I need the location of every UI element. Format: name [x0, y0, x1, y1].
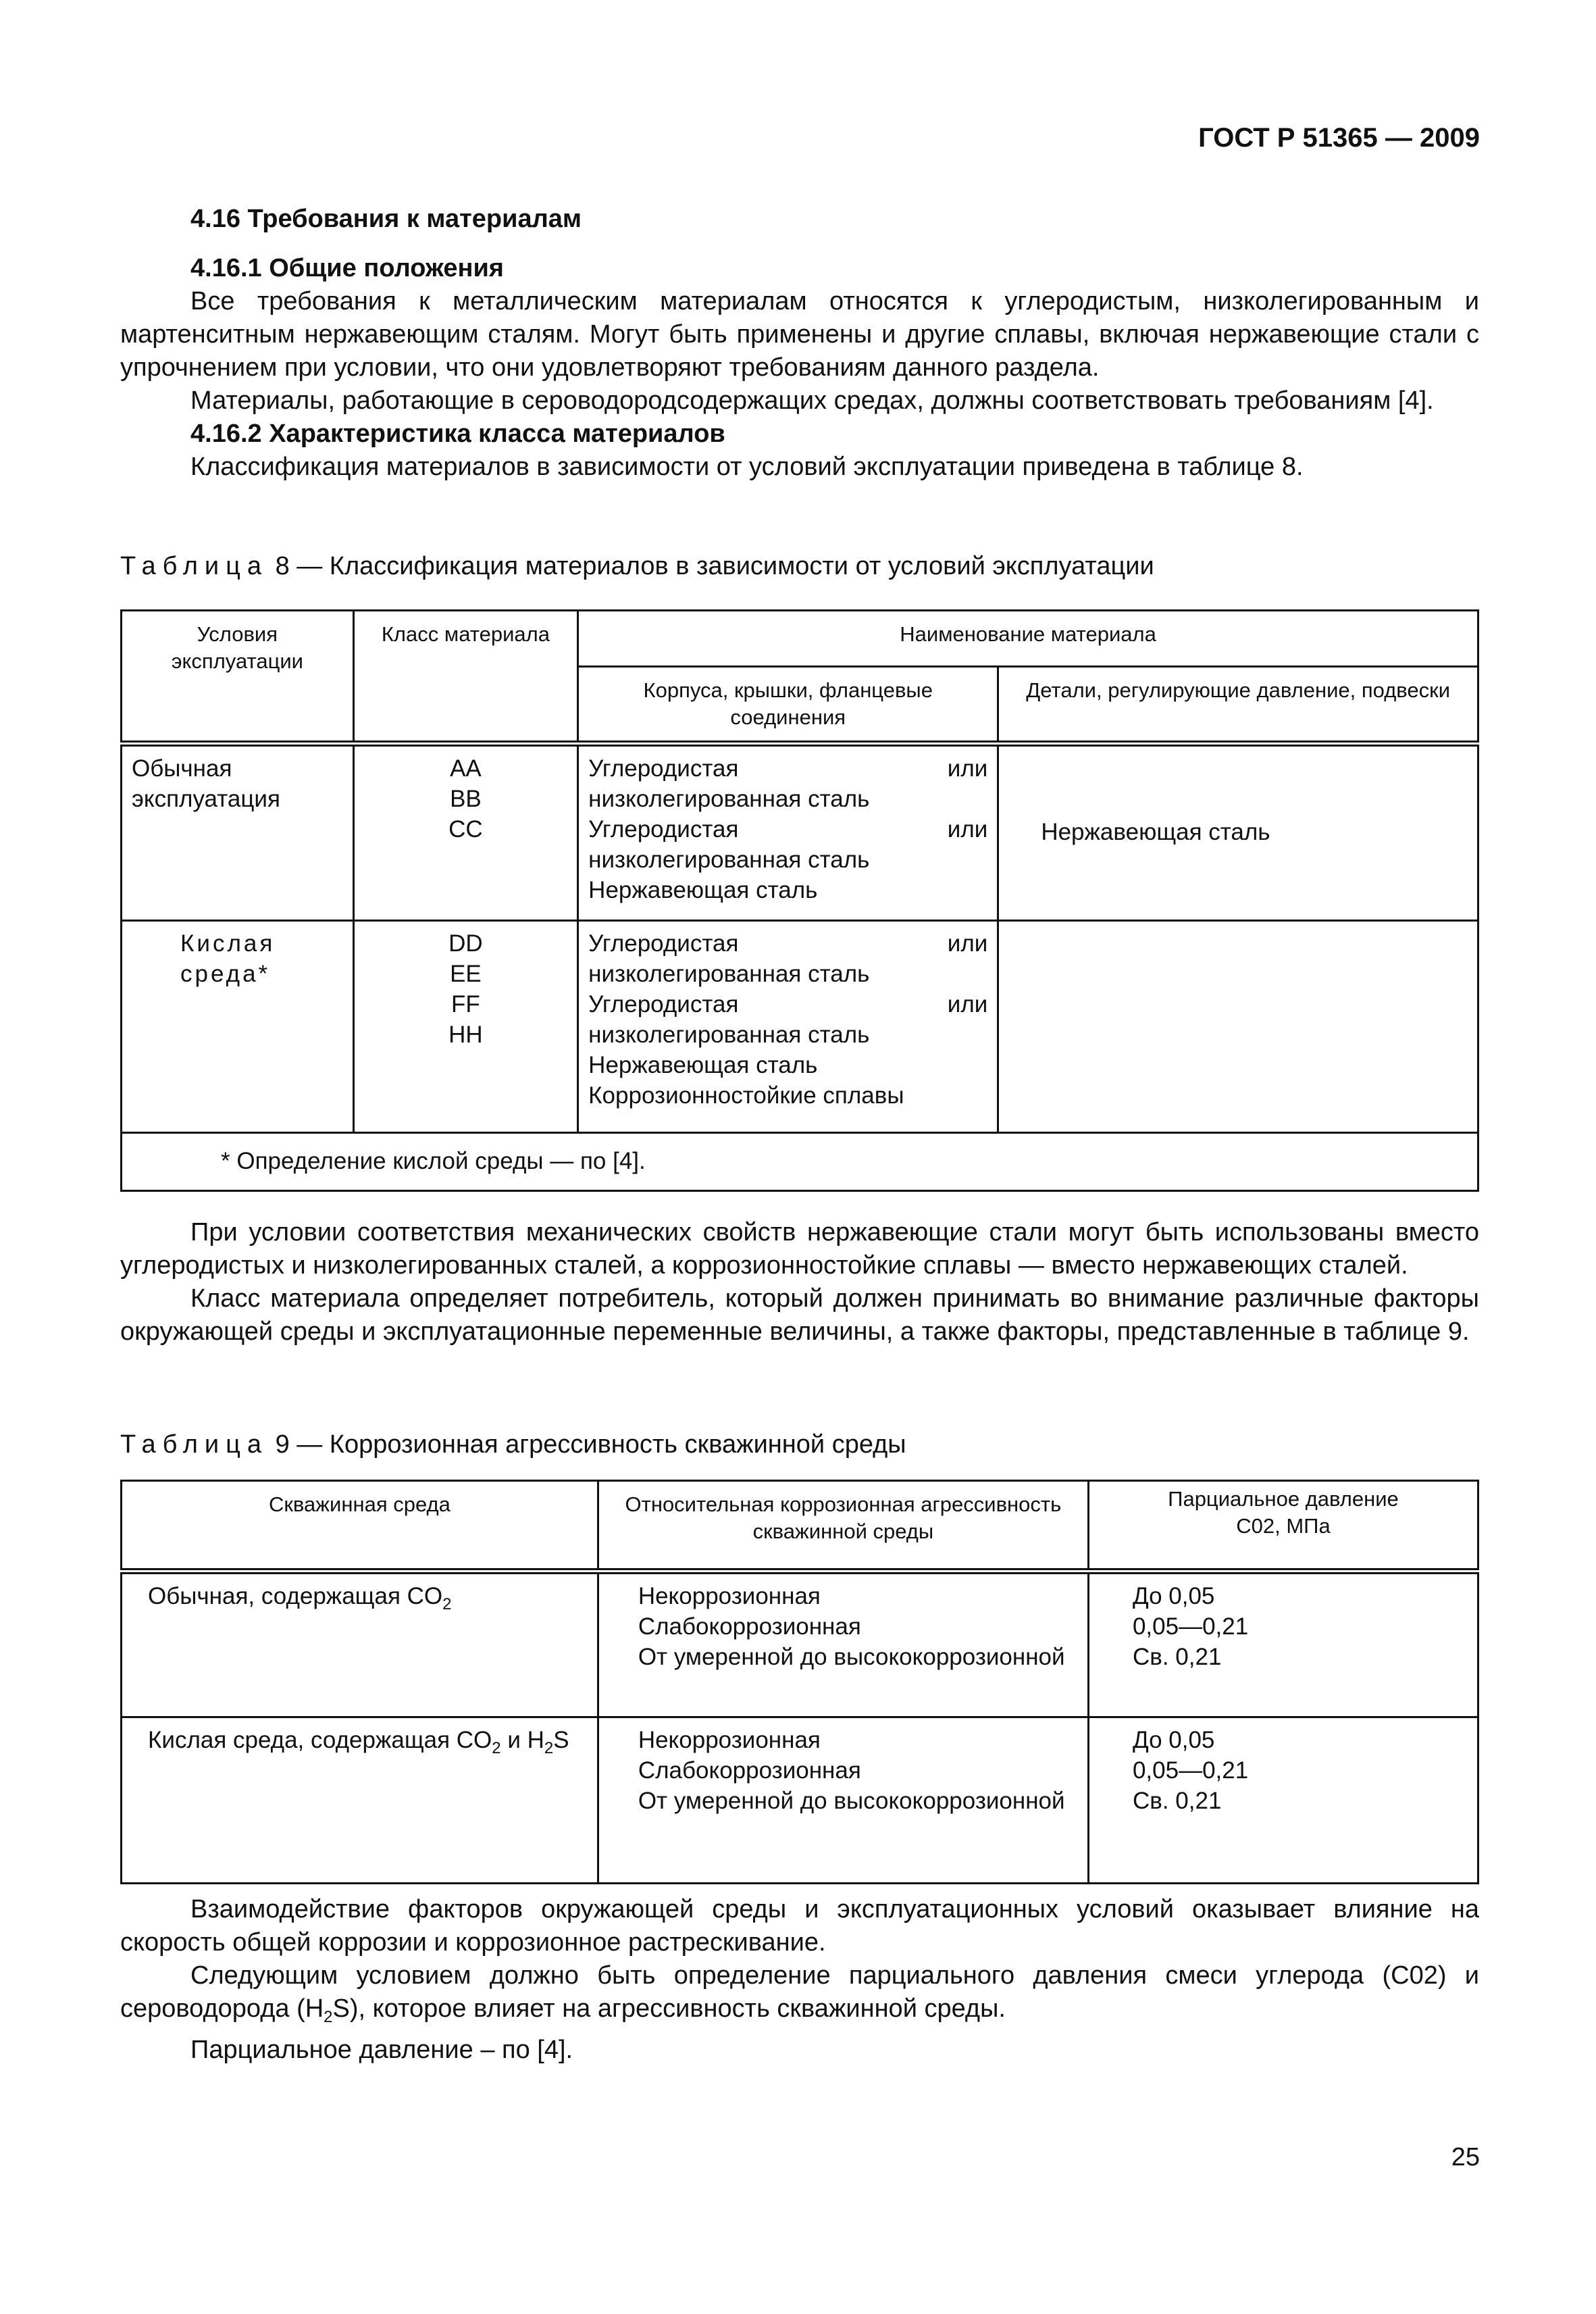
environment-text: и H: [500, 1727, 544, 1753]
table-8: [120, 609, 1479, 1192]
material-name: Коррозионностойкие сплавы: [588, 1082, 904, 1109]
environment-text: S: [553, 1727, 569, 1753]
class-code: DD: [448, 930, 483, 957]
t9-pressure-acid: [1088, 1717, 1478, 1884]
aggressiveness-level: Слабокоррозионная: [638, 1613, 861, 1640]
heading-4-16-1: 4.16.1 Общие положения: [190, 254, 504, 282]
middle-paragraphs: [120, 1216, 1479, 1349]
class-code: FF: [451, 991, 480, 1017]
table-row: [122, 744, 1478, 921]
t9-levels-acid: [598, 1717, 1088, 1884]
class-code: HH: [448, 1022, 483, 1048]
table-8-caption-word: Таблица: [120, 552, 268, 580]
paragraph-classification-intro: Классификация материалов в зависимости от условий эксплуатации приведена в таблице 8.: [190, 453, 1304, 481]
material-name: Углеродистая или низколегированная сталь: [588, 816, 988, 873]
subscript: 2: [442, 1595, 452, 1613]
material-name: Углеродистая или низколегированная сталь: [588, 930, 988, 987]
section-4-16: [120, 203, 1479, 484]
pressure-range: Св. 0,21: [1132, 1788, 1222, 1814]
paragraph-general-requirements: Все требования к металлическим материалам относятся к углеродистым, низколегированным и мартенситным нержавеющим сталям. Могут быть применены и другие сплавы, включая нержавеющие стали с упрочнением при условии, что они удовлетворяют требованиям данного раздела.: [120, 287, 1479, 382]
t9-pressure-normal: [1088, 1571, 1478, 1717]
class-code: CC: [448, 816, 483, 842]
pressure-range: До 0,05: [1132, 1727, 1215, 1753]
table-9: [120, 1480, 1479, 1884]
class-code: EE: [450, 961, 482, 987]
document-code: ГОСТ Р 51365 — 2009: [1198, 123, 1480, 153]
t8-condition-acid: [122, 921, 354, 1133]
paragraph-partial-pressure-ref: Парциальное давление – по [4].: [190, 2036, 573, 2064]
t8-parts-normal: Нержавеющая сталь: [998, 744, 1478, 921]
table-8-caption: [120, 552, 1154, 581]
t9-levels-normal: [598, 1571, 1088, 1717]
table-9-caption-title: 9 — Коррозионная агрессивность скважинной среды: [275, 1430, 906, 1459]
aggressiveness-level: Слабокоррозионная: [638, 1757, 861, 1784]
table-8-caption-title: 8 — Классификация материалов в зависимости от условий эксплуатации: [275, 552, 1154, 580]
environment-text: Обычная, содержащая CO: [148, 1583, 443, 1609]
subscript: 2: [544, 1739, 554, 1757]
table-9-caption: [120, 1430, 906, 1459]
material-name: Углеродистая или низколегированная сталь: [588, 755, 988, 812]
t8-classes-normal: [353, 744, 577, 921]
t8-header-material-class: Класс материала: [353, 611, 577, 744]
paragraph-substitution: При условии соответствия механических свойств нержавеющие стали могут быть использованы вместо углеродистых и низколегированных сталей, а коррозионностойкие сплавы — вместо нержавеющих сталей.: [120, 1218, 1479, 1280]
environment-text: Кислая среда, содержащая CO: [148, 1727, 492, 1753]
pressure-header-unit: С02, МПа: [1236, 1514, 1331, 1538]
aggressiveness-level: Некоррозионная: [638, 1583, 821, 1609]
subscript: 2: [324, 2008, 333, 2026]
aggressiveness-level: Некоррозионная: [638, 1727, 821, 1753]
t8-header-conditions: Условия эксплуатации: [122, 611, 354, 744]
paragraph-h2s-requirements: Материалы, работающие в сероводородсодержащих средах, должны соответствовать требованиям [4].: [190, 386, 1434, 415]
table-row: [122, 1571, 1478, 1717]
t8-parts-acid: [998, 921, 1478, 1133]
pressure-range: 0,05—0,21: [1132, 1757, 1249, 1784]
paragraph-factors-interaction: Взаимодействие факторов окружающей среды и эксплуатационных условий оказывает влияние на скорость общей коррозии и коррозионное растрескивание.: [120, 1895, 1479, 1957]
t8-condition-normal: Обычная эксплуатация: [122, 744, 354, 921]
subscript: 2: [492, 1739, 501, 1757]
t8-classes-acid: [353, 921, 577, 1133]
pressure-range: До 0,05: [1132, 1583, 1215, 1609]
pressure-range: Св. 0,21: [1132, 1644, 1222, 1670]
page-number: 25: [1451, 2143, 1480, 2171]
paragraph-class-selection: Класс материала определяет потребитель, который должен принимать во внимание различные факторы окружающей среды и эксплуатационные переменные величины, а также факторы, представленные в таблице 9.: [120, 1284, 1479, 1346]
t8-header-material-name: Наименование материала: [578, 611, 1478, 667]
paragraph-text: S), которое влияет на агрессивность скважинной среды.: [332, 1994, 1006, 2023]
pressure-header-line: Парциальное давление: [1168, 1487, 1399, 1511]
t8-header-parts: Детали, регулирующие давление, подвески: [998, 667, 1478, 744]
t8-footnote: * Определение кислой среды — по [4].: [122, 1133, 1478, 1191]
class-code: BB: [450, 786, 482, 812]
bottom-paragraphs: [120, 1893, 1479, 2067]
table-9-caption-word: Таблица: [120, 1430, 268, 1459]
aggressiveness-level: От умеренной до высококоррозионной: [638, 1644, 1065, 1670]
t9-header-environment: Скважинная среда: [122, 1481, 598, 1571]
class-code: AA: [450, 755, 482, 782]
material-name: Нержавеющая сталь: [588, 1052, 818, 1078]
heading-4-16-2: 4.16.2 Характеристика класса материалов: [190, 420, 725, 448]
heading-4-16: 4.16 Требования к материалам: [190, 205, 582, 233]
t9-header-pressure: [1088, 1481, 1478, 1571]
pressure-range: 0,05—0,21: [1132, 1613, 1249, 1640]
material-name: Углеродистая или низколегированная сталь: [588, 991, 988, 1048]
aggressiveness-level: От умеренной до высококоррозионной: [638, 1788, 1065, 1814]
paragraph-text: Следующим условием должно быть определение парциального давления смеси углерода (С02) и сероводорода (H: [120, 1961, 1479, 2023]
material-name: Нержавеющая сталь: [588, 877, 818, 903]
t8-bodies-normal: [578, 744, 998, 921]
t8-bodies-acid: [578, 921, 998, 1133]
table-row: [122, 1717, 1478, 1884]
t9-header-aggressiveness: Относительная коррозионная агрессивность скважинной среды: [598, 1481, 1088, 1571]
paragraph-partial-pressure-mix: [120, 1959, 1479, 2034]
t9-env-acid: [122, 1717, 598, 1884]
condition-label: Кислая среда*: [180, 930, 276, 987]
table-row: [122, 921, 1478, 1133]
t9-env-normal: [122, 1571, 598, 1717]
t8-header-bodies: Корпуса, крышки, фланцевые соединения: [578, 667, 998, 744]
